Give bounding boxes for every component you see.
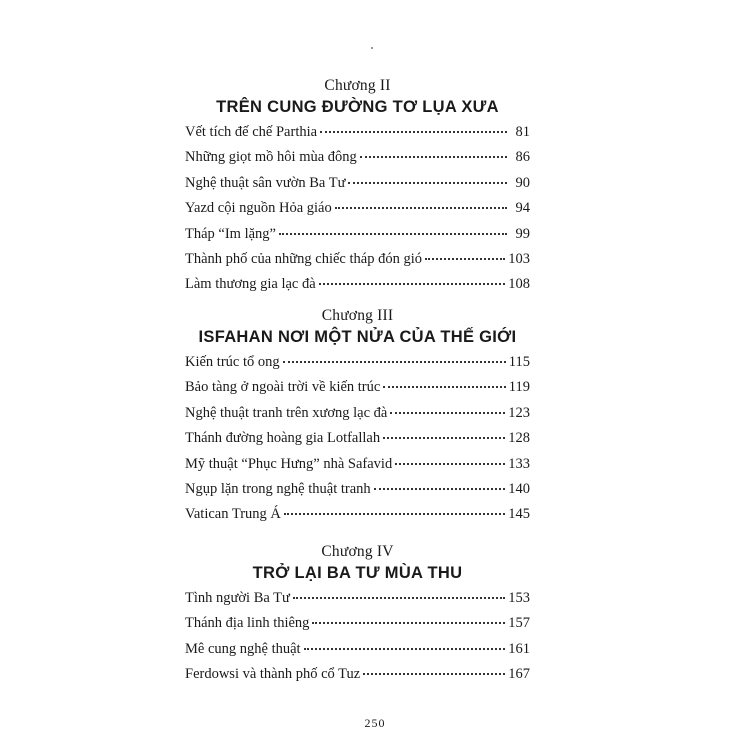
chapter-2 (185, 76, 530, 302)
toc-entry-title: Vatican Trung Á (185, 506, 281, 523)
toc-entry[interactable] (185, 430, 530, 455)
toc-entry-page: 90 (515, 174, 530, 191)
toc-entry-title: Vết tích đế chế Parthia (185, 124, 318, 140)
dot-leader (390, 410, 505, 414)
page-number: 250 (364, 716, 386, 730)
toc-entry-title: Thánh đường hoàng gia Lotfallah (185, 430, 381, 447)
chapter-title: TRÊN CUNG ĐƯỜNG TƠ LỤA XƯA (216, 98, 499, 116)
toc-entry-title: Ngụp lặn trong nghệ thuật tranh (185, 480, 371, 497)
chapter-title: TRỞ LẠI BA TƯ MÙA THU (252, 564, 463, 582)
toc-entry[interactable] (185, 641, 530, 666)
toc-entry[interactable] (185, 506, 530, 531)
toc-entry-title: Thánh địa linh thiêng (185, 615, 310, 632)
chapter-label: Chương IV (321, 543, 394, 560)
toc-entry[interactable] (185, 379, 530, 404)
toc-entry[interactable] (185, 149, 530, 174)
toc-entry-page: 108 (508, 276, 530, 293)
toc-entry-page: 123 (508, 404, 530, 421)
toc-entry-title: Ferdowsi và thành phố cổ Tuz (185, 666, 361, 683)
toc-entry-title: Nghệ thuật sân vườn Ba Tư (185, 174, 346, 191)
dot-leader (279, 231, 507, 235)
toc-entry-page: 133 (508, 455, 530, 472)
dot-leader (312, 620, 505, 624)
toc-entry-title: Mê cung nghệ thuật (185, 640, 301, 657)
toc-entry-page: 167 (508, 666, 530, 683)
toc-entry-title: Kiến trúc tổ ong (185, 354, 280, 370)
dot-leader (395, 461, 505, 465)
chapter-4 (185, 542, 530, 692)
toc-entry[interactable] (185, 666, 530, 691)
toc-entry-page: 145 (508, 506, 530, 523)
dot-leader (374, 486, 506, 490)
chapter-label: Chương II (324, 77, 391, 94)
dot-leader (304, 646, 506, 650)
toc-entry[interactable] (185, 354, 530, 379)
toc-entry-title: Bảo tàng ở ngoài trời về kiến trúc (185, 379, 381, 396)
toc-entry[interactable] (185, 590, 530, 615)
dot-leader (284, 511, 505, 515)
toc-entry-page: 153 (508, 590, 530, 606)
toc-entry-title: Thành phố của những chiếc tháp đón gió (185, 250, 422, 267)
dot-leader (348, 180, 507, 184)
dot-leader (283, 359, 506, 363)
chapter-label: Chương III (321, 307, 394, 324)
toc-entry-page: 128 (508, 430, 530, 447)
chapter-3 (185, 306, 530, 532)
toc-entry-page: 86 (515, 149, 530, 166)
toc-entry[interactable] (185, 456, 530, 481)
toc-entry-title: Yazd cội nguồn Hỏa giáo (185, 200, 332, 217)
dot-leader (319, 281, 506, 285)
dot-leader (360, 154, 507, 158)
toc-entry-title: Những giọt mồ hôi mùa đông (185, 149, 357, 166)
toc-entry[interactable] (185, 276, 530, 301)
toc-entry-page: 119 (508, 379, 530, 396)
dot-leader (293, 595, 505, 599)
chapter-title: ISFAHAN NƠI MỘT NỬA CỦA THẾ GIỚI (198, 328, 517, 346)
dot-leader (425, 256, 505, 260)
toc-list (185, 354, 530, 532)
toc-entry-page: 103 (508, 250, 530, 267)
toc-entry-page: 81 (515, 124, 530, 140)
toc-entry-title: Mỹ thuật “Phục Hưng” nhà Safavid (185, 455, 393, 472)
toc-entry[interactable] (185, 251, 530, 276)
toc-entry[interactable] (185, 200, 530, 225)
toc-entry-page: 99 (515, 225, 530, 242)
toc-entry-title: Nghệ thuật tranh trên xương lạc đà (185, 404, 388, 421)
toc-entry[interactable] (185, 124, 530, 149)
dot-leader (335, 205, 507, 209)
toc-entry[interactable] (185, 226, 530, 251)
toc-list (185, 124, 530, 302)
toc-entry-title: Làm thương gia lạc đà (185, 276, 316, 293)
toc-entry-title: Tháp “Im lặng” (185, 225, 276, 242)
toc-entry-page: 94 (515, 200, 530, 217)
toc-entry[interactable] (185, 615, 530, 640)
toc-entry-page: 140 (508, 480, 530, 497)
dot-leader (383, 435, 505, 439)
toc-entry-page: 157 (508, 615, 530, 632)
toc-entry[interactable] (185, 405, 530, 430)
toc-entry-page: 115 (508, 354, 530, 370)
toc-list (185, 590, 530, 692)
dot-leader (363, 671, 505, 675)
toc-entry-page: 161 (508, 640, 530, 657)
toc-entry[interactable] (185, 481, 530, 506)
dot-leader (383, 384, 505, 388)
dot-leader (320, 129, 507, 133)
toc-entry-title: Tình người Ba Tư (185, 590, 290, 606)
toc-entry[interactable] (185, 175, 530, 200)
print-speck (371, 47, 373, 49)
